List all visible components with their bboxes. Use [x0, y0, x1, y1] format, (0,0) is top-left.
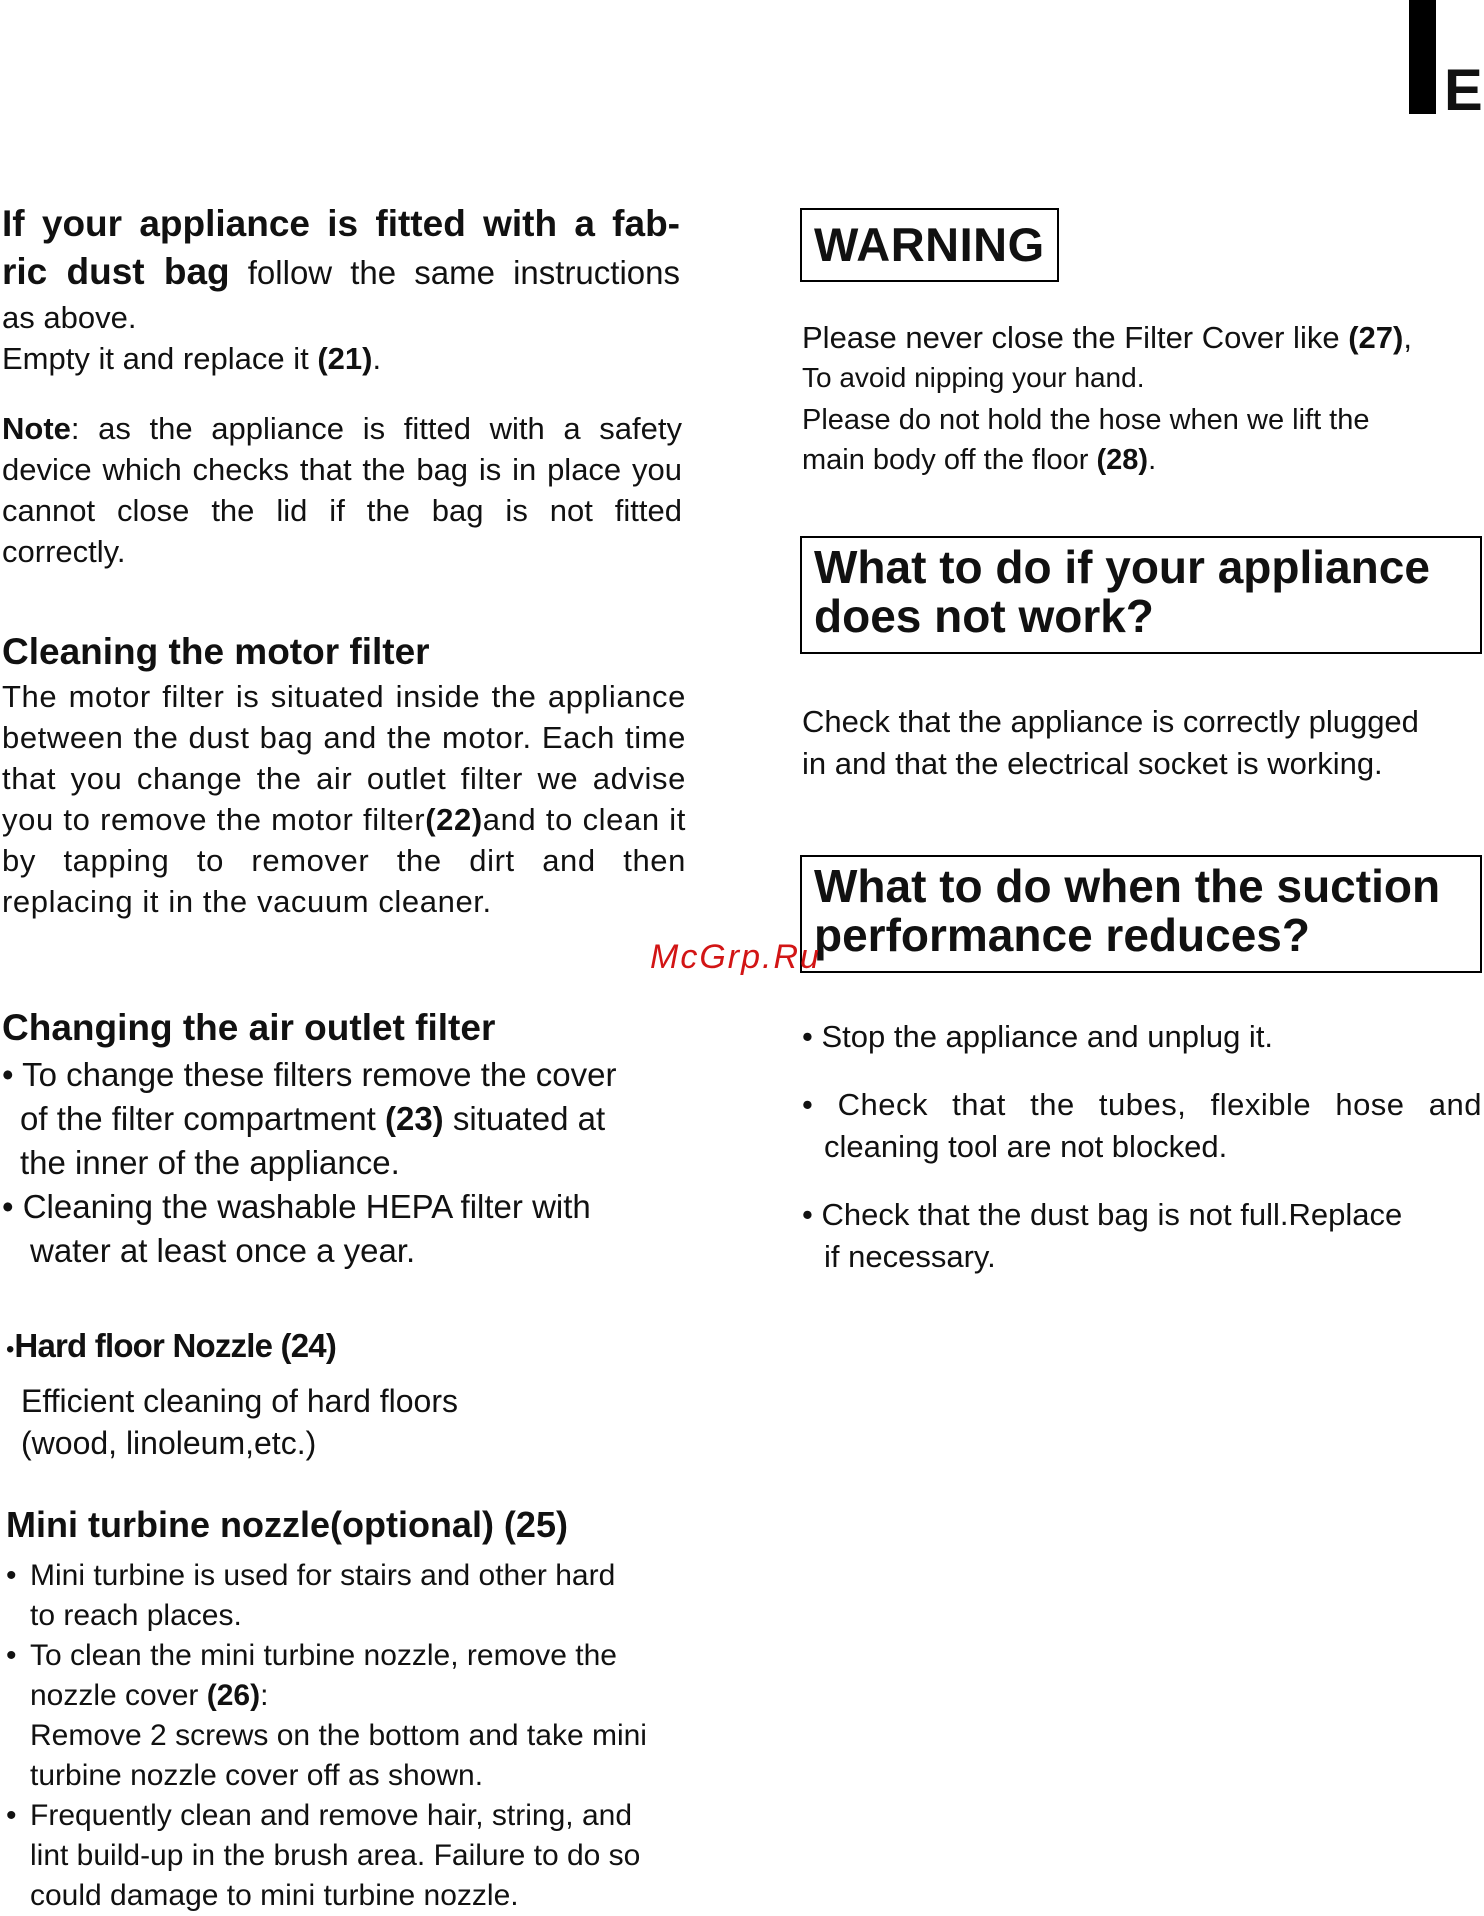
warning-line4-end: .: [1148, 444, 1157, 476]
mini-turbine-item2-colon: :: [260, 1679, 269, 1712]
section-letter: E: [1444, 58, 1483, 123]
bullet: •: [6, 1799, 17, 1832]
air-outlet-item1-line2: [2, 1097, 682, 1141]
motor-filter-text-b: and to clean it by tapping to remover the dirt and then replacing it in the vacuum cleaner.: [2, 802, 686, 919]
suction-item3-line1: • Check that the dust bag is not full.Replace: [802, 1197, 1403, 1232]
mini-turbine-item3: [6, 1796, 696, 1836]
fabric-bag-line4-text: Empty it and replace it: [2, 341, 318, 376]
fabric-bag-line2: [2, 248, 680, 297]
air-outlet-item1-text: of the filter compartment: [20, 1100, 385, 1137]
watermark: McGrp.Ru: [650, 938, 821, 976]
figure-ref-21: (21): [317, 341, 373, 376]
warning-line1: [802, 316, 1482, 360]
fabric-bag-rest: follow the same instructions: [229, 254, 680, 291]
motor-filter-paragraph: [2, 676, 686, 922]
not-work-line1: Check that the appliance is correctly plugged: [802, 704, 1419, 739]
not-work-title-line2: does not work?: [814, 590, 1154, 642]
not-work-box: [800, 536, 1482, 654]
mini-turbine-item2-line4: turbine nozzle cover off as shown.: [30, 1759, 484, 1792]
hard-floor-line2: (wood, linoleum,etc.): [21, 1425, 317, 1461]
note-label: Note: [2, 411, 71, 446]
warning-box: [800, 208, 1059, 282]
mini-turbine-item1-line1: Mini turbine is used for stairs and other hard: [30, 1559, 616, 1592]
warning-title: WARNING: [814, 218, 1045, 271]
mini-turbine-item3-line2: lint build-up in the brush area. Failure to do so: [30, 1839, 641, 1872]
warning-text: [802, 316, 1482, 480]
suction-list: [802, 1016, 1482, 1278]
fabric-bag-section: [2, 200, 682, 379]
air-outlet-heading: Changing the air outlet filter: [2, 1007, 496, 1048]
suction-item2-line1: • Check that the tubes, flexible hose and: [802, 1087, 1482, 1122]
fabric-bag-bold: ric dust bag: [2, 251, 230, 292]
not-work-title-line1: What to do if your appliance: [814, 541, 1430, 593]
bullet: •: [6, 1559, 17, 1592]
mini-turbine-item3-line3: could damage to mini turbine nozzle.: [30, 1879, 519, 1912]
air-outlet-item2-line1: • Cleaning the washable HEPA filter with: [2, 1188, 591, 1225]
not-work-text: [802, 701, 1482, 785]
suction-title-line1: What to do when the suction: [814, 860, 1441, 912]
hard-floor-heading-row: [2, 1326, 682, 1370]
hard-floor-section: [2, 1326, 682, 1464]
warning-line1-comma: ,: [1403, 320, 1412, 355]
suction-item2-line2: cleaning tool are not blocked.: [824, 1129, 1228, 1164]
mini-turbine-item2-line1: To clean the mini turbine nozzle, remove the: [30, 1639, 617, 1672]
figure-ref-28: (28): [1096, 444, 1149, 476]
suction-item3-line2: if necessary.: [824, 1239, 996, 1274]
section-tab-bar: [1409, 0, 1436, 114]
fabric-bag-line4-end: .: [372, 341, 382, 376]
figure-ref-26: (26): [206, 1679, 261, 1712]
figure-ref-22: (22): [425, 802, 483, 837]
warning-line1-text: Please never close the Filter Cover like: [802, 320, 1349, 355]
not-work-line2: in and that the electrical socket is working.: [802, 746, 1383, 781]
mini-turbine-item2-text: nozzle cover: [30, 1679, 207, 1712]
bullet: •: [6, 1639, 17, 1672]
warning-line4-text: main body off the floor: [802, 444, 1097, 476]
air-outlet-item1-line3: the inner of the appliance.: [20, 1144, 400, 1181]
fabric-bag-line3: as above.: [2, 300, 137, 335]
mini-turbine-item1-line2: to reach places.: [30, 1599, 242, 1632]
air-outlet-item1-text-b: situated at: [443, 1100, 606, 1137]
fabric-bag-line4: [2, 339, 682, 379]
mini-turbine-list: [6, 1556, 696, 1916]
figure-ref-23: (23): [384, 1100, 444, 1137]
motor-filter-text-a: The motor filter is situated inside the appliance between the dust bag and the motor. Each time that you change the air outlet filter we advise you to remove the motor filter: [2, 679, 686, 837]
mini-turbine-item3-line1: Frequently clean and remove hair, string, and: [30, 1799, 633, 1832]
mini-turbine-item1: [6, 1556, 696, 1596]
air-outlet-list: [2, 1053, 682, 1273]
note-paragraph: [2, 408, 682, 572]
suction-box: [800, 855, 1482, 973]
figure-ref-27: (27): [1348, 320, 1404, 355]
motor-filter-heading: Cleaning the motor filter: [2, 631, 430, 672]
note-text: : as the appliance is fitted with a safety device which checks that the bag is in place you cannot close the lid if the bag is not fitted correctly.: [2, 411, 682, 569]
hard-floor-bullet: •: [6, 1336, 15, 1363]
warning-line2: To avoid nipping your hand.: [802, 362, 1145, 393]
mini-turbine-item2-line2: [6, 1676, 696, 1716]
air-outlet-item1-line1: • To change these filters remove the cover: [2, 1056, 617, 1093]
air-outlet-item2-line2: water at least once a year.: [30, 1232, 416, 1269]
mini-turbine-heading: Mini turbine nozzle(optional) (25): [6, 1504, 568, 1545]
mini-turbine-item2: [6, 1636, 696, 1676]
suction-title-line2: performance reduces?: [814, 909, 1310, 961]
mini-turbine-item2-line3: Remove 2 screws on the bottom and take mini: [30, 1719, 647, 1752]
hard-floor-line1: Efficient cleaning of hard floors: [21, 1383, 458, 1419]
warning-line3: Please do not hold the hose when we lift the: [802, 404, 1370, 436]
fabric-bag-line1: If your appliance is fitted with a fab-: [2, 203, 680, 244]
suction-item1: • Stop the appliance and unplug it.: [802, 1019, 1274, 1054]
hard-floor-heading: Hard floor Nozzle (24): [14, 1327, 337, 1364]
warning-line4: [802, 440, 1482, 480]
